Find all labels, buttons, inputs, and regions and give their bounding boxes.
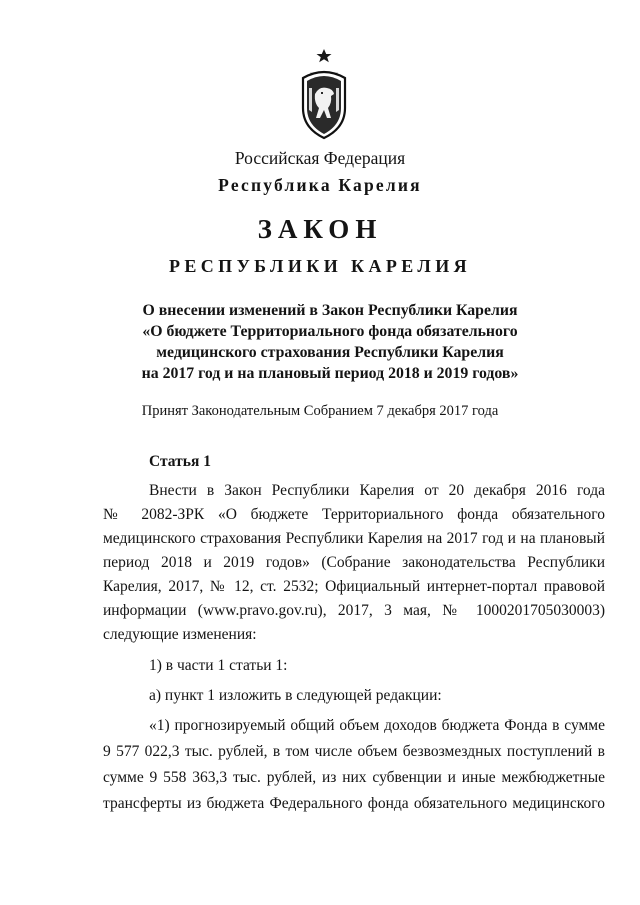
coat-of-arms-emblem [297, 48, 351, 140]
article-line: Карелия, 2017, № 12, ст. 2532; Официальный интернет-портал правовой [103, 578, 605, 595]
article-line: а) пункт 1 изложить в следующей редакции: [149, 687, 442, 704]
article-line: сумме 9 558 363,3 тыс. рублей, из них субвенции и иные межбюджетные [103, 769, 605, 786]
coat-of-arms-icon [297, 48, 351, 140]
law-title [110, 300, 550, 384]
law-title-line: «О бюджете Территориального фонда обязательного [142, 323, 518, 340]
article-heading: Статья 1 [149, 453, 211, 470]
law-subheading: РЕСПУБЛИКИ КАРЕЛИЯ [168, 256, 472, 276]
article-line: следующие изменения: [103, 626, 257, 643]
article-line: 1) в части 1 статьи 1: [149, 657, 288, 674]
article-line: медицинского страхования Республики Карелия на 2017 год и на плановый [103, 530, 605, 547]
article-line: Внести в Закон Республики Карелия от 20 декабря 2016 года [149, 482, 605, 499]
adoption-note: Принят Законодательным Собранием 7 декабря 2017 года [141, 403, 499, 419]
article-line: период 2018 и 2019 годов» (Собрание законодательства Республики [103, 554, 605, 571]
country-name: Российская Федерация [234, 148, 406, 168]
article-line: 9 577 022,3 тыс. рублей, в том числе объем безвозмездных поступлений в [103, 743, 605, 760]
article-line: информации (www.pravo.gov.ru), 2017, 3 мая, № 1000201705030003) [103, 602, 605, 619]
law-title-line: медицинского страхования Республики Карелия [156, 344, 504, 361]
article-line: трансферты из бюджета Федерального фонда обязательного медицинского [103, 795, 605, 812]
law-heading: ЗАКОН [257, 214, 383, 244]
article-line: «1) прогнозируемый общий объем доходов бюджета Фонда в сумме [149, 717, 605, 734]
republic-name: Республика Карелия [218, 175, 422, 195]
article-line: № 2082-ЗРК «О бюджете Территориального фонда обязательного [103, 506, 605, 523]
law-title-line: на 2017 год и на плановый период 2018 и 2019 годов» [141, 365, 519, 382]
law-title-line: О внесении изменений в Закон Республики Карелия [142, 302, 518, 319]
